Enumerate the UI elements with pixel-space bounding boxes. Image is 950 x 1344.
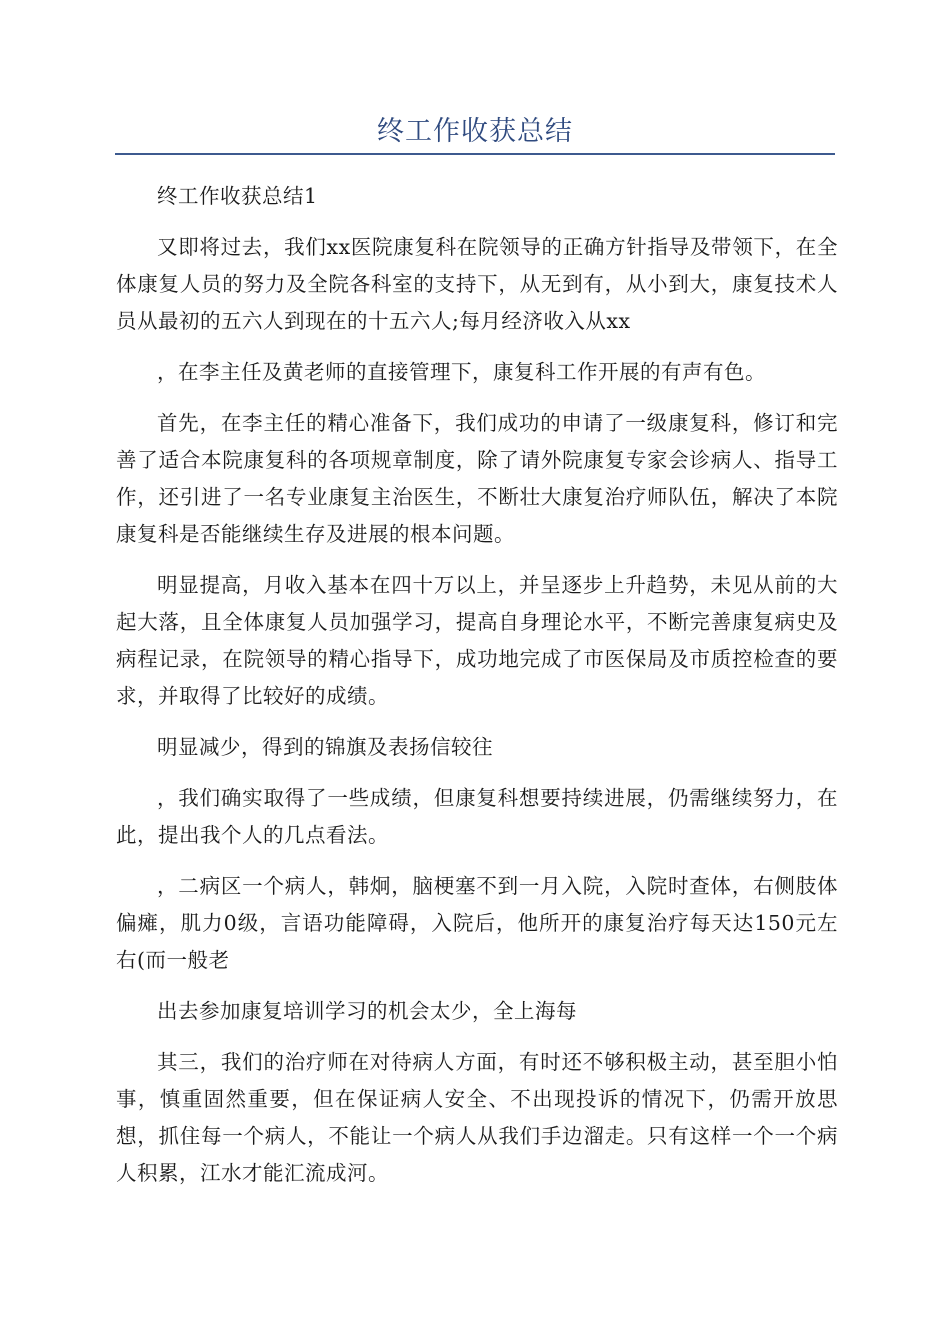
paragraph: ，二病区一个病人，韩炯，脑梗塞不到一月入院，入院时查体，右侧肢体偏瘫，肌力0级，言语功能障碍，入院后，他所开的康复治疗每天达150元左右(而一般老 bbox=[116, 874, 838, 972]
paragraph: 首先，在李主任的精心准备下，我们成功的申请了一级康复科，修订和完善了适合本院康复科的各项规章制度，除了请外院康复专家会诊病人、指导工作，还引进了一名专业康复主治医生，不断壮大康复治疗师队伍，解决了本院康复科是否能继续生存及进展的根本问题。 bbox=[116, 411, 838, 546]
paragraph: 明显提高，月收入基本在四十万以上，并呈逐步上升趋势，未见从前的大起大落，且全体康复人员加强学习，提高自身理论水平，不断完善康复病史及病程记录，在院领导的精心指导下，成功地完成了市医保局及市质控检查的要求，并取得了比较好的成绩。 bbox=[116, 573, 838, 708]
paragraph: 明显减少，得到的锦旗及表扬信较往 bbox=[157, 735, 493, 759]
paragraph: ，我们确实取得了一些成绩，但康复科想要持续进展，仍需继续努力，在此，提出我个人的几点看法。 bbox=[116, 786, 838, 847]
paragraph: 其三，我们的治疗师在对待病人方面，有时还不够积极主动，甚至胆小怕事，慎重固然重要，但在保证病人安全、不出现投诉的情况下，仍需开放思想，抓住每一个病人，不能让一个病人从我们手边溜走。只有这样一个一个病人积累，江水才能汇流成河。 bbox=[116, 1050, 838, 1185]
title-underline bbox=[115, 153, 835, 155]
document-title: 终工作收获总结 bbox=[377, 116, 573, 147]
paragraph: ，在李主任及黄老师的直接管理下，康复科工作开展的有声有色。 bbox=[157, 360, 766, 384]
paragraph: 出去参加康复培训学习的机会太少，全上海每 bbox=[157, 999, 577, 1023]
paragraph-heading: 终工作收获总结1 bbox=[157, 184, 318, 208]
paragraph: 又即将过去，我们xx医院康复科在院领导的正确方针指导及带领下，在全体康复人员的努力及全院各科室的支持下，从无到有，从小到大，康复技术人员从最初的五六人到现在的十五六人;每月经济收入从xx bbox=[116, 235, 838, 333]
document-body bbox=[116, 178, 838, 1206]
